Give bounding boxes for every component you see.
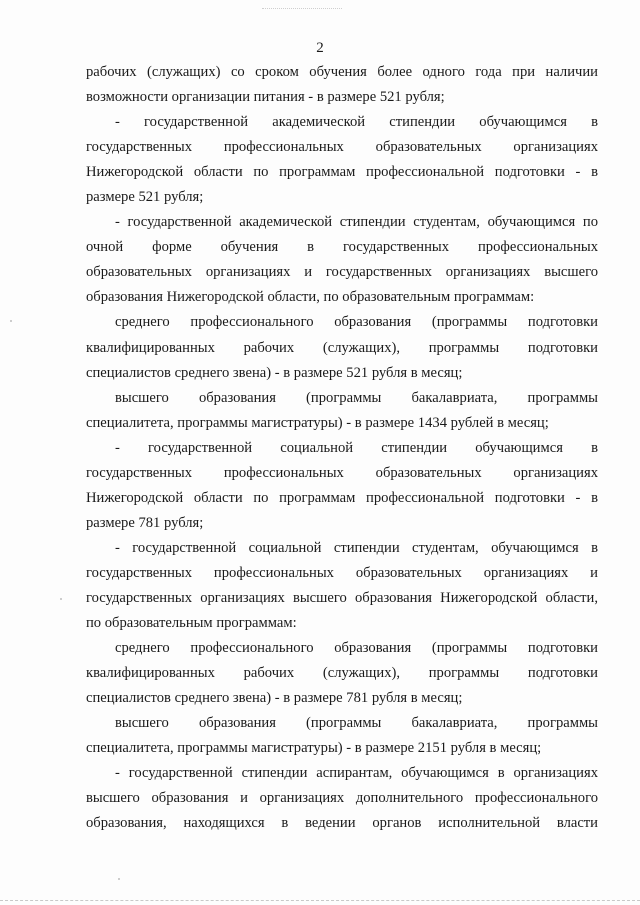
text-line: - государственной социальной стипендии студентам, обучающимся в bbox=[115, 539, 598, 556]
scan-speck bbox=[118, 878, 120, 880]
text-line: - государственной социальной стипендии обучающимся в bbox=[115, 439, 598, 456]
text-line: государственных профессиональных образовательных организациях и bbox=[86, 564, 598, 581]
scan-noise bbox=[262, 8, 342, 11]
text-line: высшего образования (программы бакалавриата, программы bbox=[115, 715, 598, 732]
scan-speck bbox=[60, 598, 62, 600]
text-line: специалитета, программы магистратуры) - в размере 1434 рублей в месяц; bbox=[86, 414, 549, 431]
text-line: специалистов среднего звена) - в размере 521 рубля в месяц; bbox=[86, 364, 463, 381]
text-line: среднего профессионального образования (программы подготовки bbox=[115, 640, 598, 657]
text-line: по образовательным программам: bbox=[86, 615, 297, 632]
text-line: очной форме обучения в государственных профессиональных bbox=[86, 239, 598, 256]
text-line: специалистов среднего звена) - в размере 781 рубля в месяц; bbox=[86, 690, 463, 707]
text-line: образования Нижегородской области, по образовательным программам: bbox=[86, 289, 535, 306]
page-number: 2 bbox=[316, 40, 324, 56]
text-line: государственных организациях высшего образования Нижегородской области, bbox=[86, 589, 598, 606]
text-line: размере 521 рубля; bbox=[86, 189, 204, 206]
text-line: Нижегородской области по программам профессиональной подготовки - в bbox=[86, 164, 598, 181]
text-line: рабочих (служащих) со сроком обучения более одного года при наличии bbox=[86, 64, 598, 80]
text-line: Нижегородской области по программам профессиональной подготовки - в bbox=[86, 489, 598, 506]
text-line: - государственной стипендии аспирантам, обучающимся в организациях bbox=[115, 765, 598, 782]
text-line: образовательных организациях и государственных организациях высшего bbox=[86, 264, 598, 281]
text-line: специалитета, программы магистратуры) - в размере 2151 рубля в месяц; bbox=[86, 740, 542, 757]
text-line: высшего образования и организациях дополнительного профессионального bbox=[86, 790, 598, 807]
text-line: государственных профессиональных образовательных организациях bbox=[86, 464, 598, 481]
text-line: высшего образования (программы бакалавриата, программы bbox=[115, 389, 598, 406]
text-line: возможности организации питания - в размере 521 рубля; bbox=[86, 89, 445, 106]
text-line: образования, находящихся в ведении органов исполнительной власти bbox=[86, 815, 598, 832]
scan-bottom-edge bbox=[0, 900, 640, 902]
text-line: квалифицированных рабочих (служащих), программы подготовки bbox=[86, 665, 598, 682]
text-line: - государственной академической стипендии обучающимся в bbox=[115, 114, 598, 131]
text-line: государственных профессиональных образовательных организациях bbox=[86, 139, 598, 156]
text-line: квалифицированных рабочих (служащих), программы подготовки bbox=[86, 339, 598, 356]
text-line: - государственной академической стипендии студентам, обучающимся по bbox=[115, 214, 598, 231]
scan-speck bbox=[10, 320, 12, 322]
text-line: размере 781 рубля; bbox=[86, 514, 204, 531]
document-body bbox=[86, 60, 598, 836]
text-line: среднего профессионального образования (программы подготовки bbox=[115, 314, 598, 331]
